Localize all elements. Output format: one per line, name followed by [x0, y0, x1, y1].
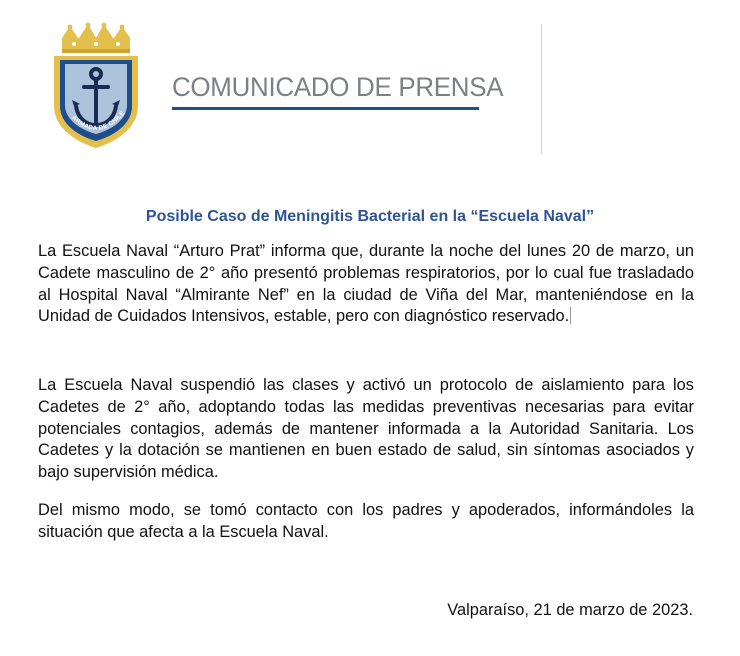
paragraph-1	[38, 241, 694, 328]
crown-icon	[62, 23, 130, 53]
text-cursor	[570, 307, 571, 324]
title-underline	[172, 107, 479, 110]
press-release-title: COMUNICADO DE PRENSA	[172, 72, 504, 102]
navy-emblem-icon	[48, 22, 144, 150]
paragraph-1-text: La Escuela Naval “Arturo Prat” informa que, durante la noche del lunes 20 de marzo, un Cadete masculino de 2° año presentó problemas respiratorios, por lo cual fue trasladado al Hospital Naval “Almirante Nef” en la ciudad de Viña del Mar, manteniéndose en la Unidad de Cuidados Intensivos, estable, pero con diagnóstico reservado.	[38, 242, 694, 326]
paragraph-2: La Escuela Naval suspendió las clases y activó un protocolo de aislamiento para los Cadetes de 2° año, adoptando todas las medidas preventivas necesarias para evitar potenciales contagios, además de mantener informada a la Autoridad Sanitaria. Los Cadetes y la dotación se mantienen en buen estado de salud, sin síntomas asociados y bajo supervisión médica.	[38, 376, 694, 482]
emblem-caption: ARMADA DE CHILE	[70, 109, 127, 133]
place-and-date: Valparaíso, 21 de marzo de 2023.	[447, 601, 693, 619]
headline: Posible Caso de Meningitis Bacterial en la “Escuela Naval”	[145, 208, 595, 225]
header-divider	[541, 24, 542, 154]
paragraph-3: Del mismo modo, se tomó contacto con los padres y apoderados, informándoles la situación que afecta a la Escuela Naval.	[38, 501, 694, 541]
